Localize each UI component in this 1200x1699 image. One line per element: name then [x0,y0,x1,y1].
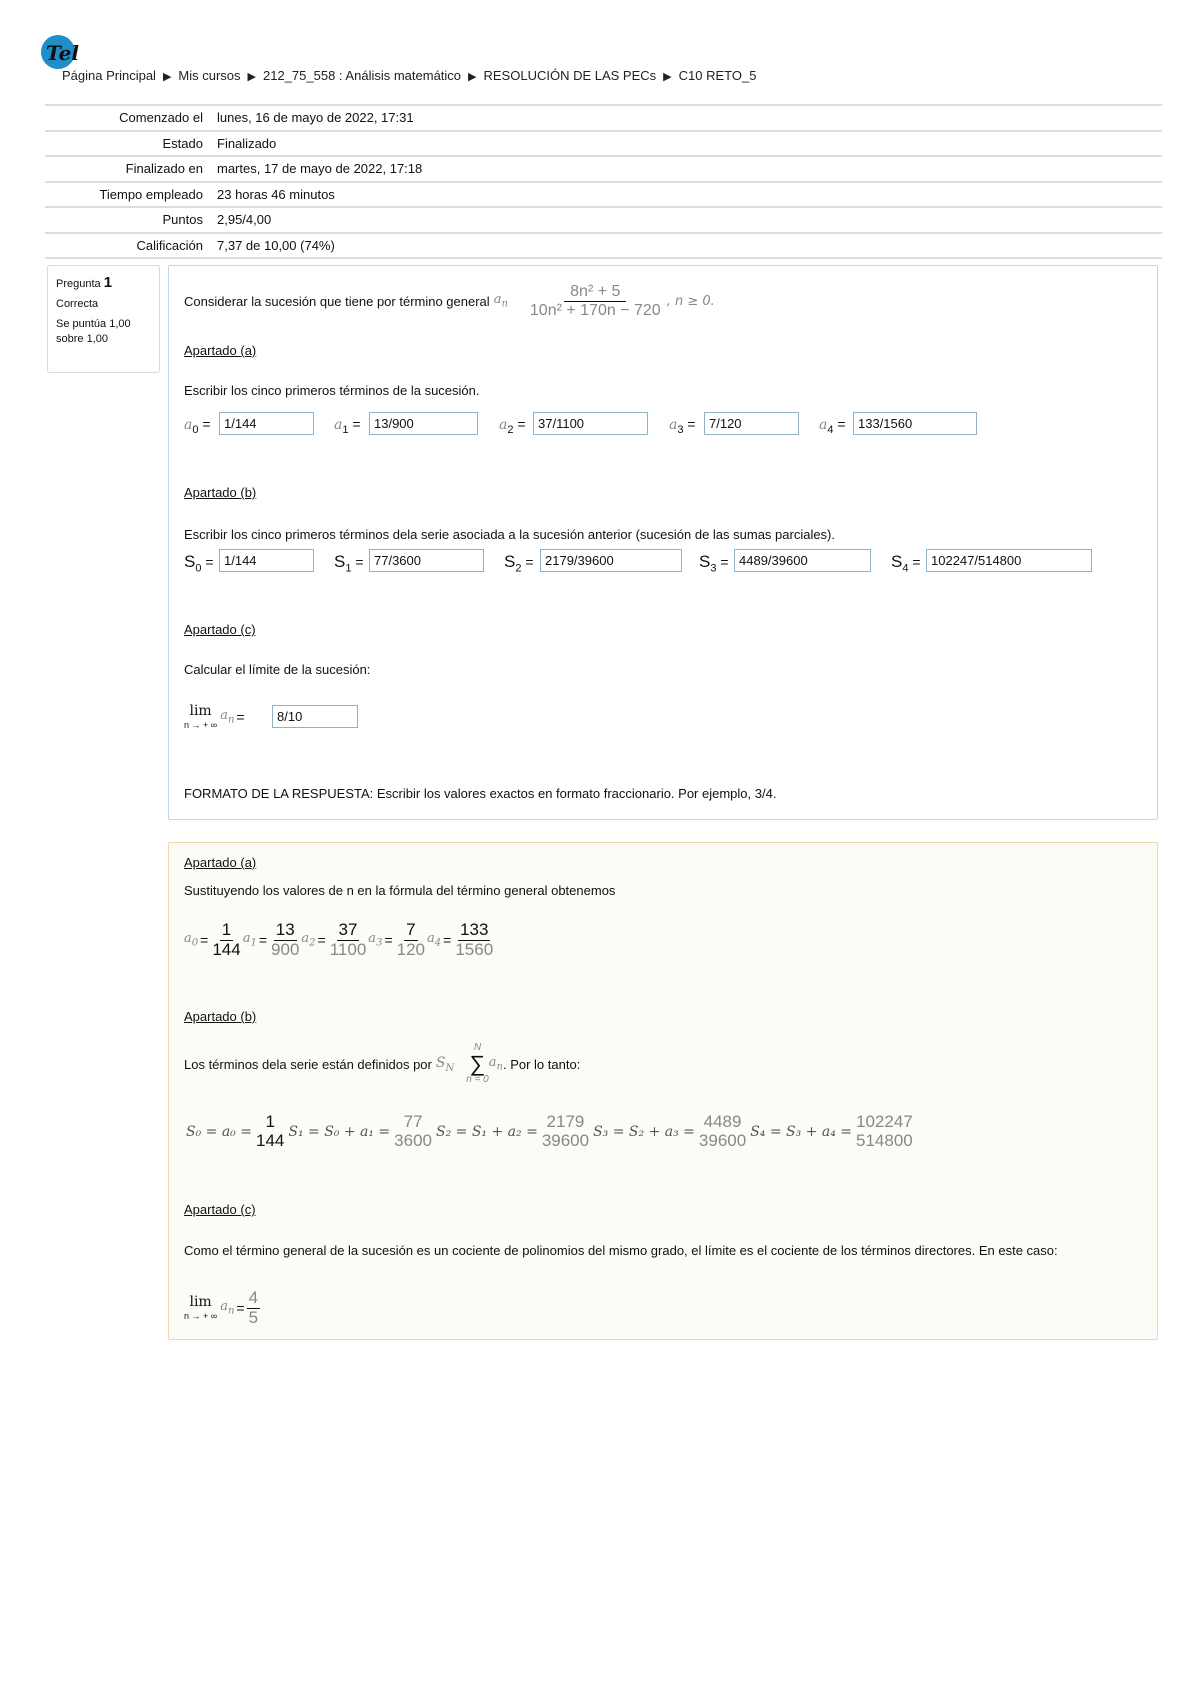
answer-input-s1[interactable] [369,549,484,572]
feedback-a-fraction: $\frac{1}{144}$ [212,920,241,959]
answer-input-s3[interactable] [734,549,871,572]
summary-value: martes, 17 de mayo de 2022, 17:18 [217,156,1162,182]
part-a-heading: Apartado (a) [184,343,257,358]
feedback-a-heading: Apartado (a) [184,855,257,870]
answer-input-s4[interactable] [926,549,1092,572]
feedback-b-text-pre: Los términos dela serie están definidos por [184,1056,432,1072]
summary-value: 7,37 de 10,00 (74%) [217,233,1162,259]
summary-value: Finalizado [217,131,1162,157]
summary-label: Estado [45,131,217,157]
question-info [47,265,160,373]
feedback-b-fraction: 77 3600 [394,1112,432,1150]
feedback-b-definition [184,1043,580,1085]
answer-label-a3: $a_3$ = [669,416,696,436]
feedback-b-terms [184,1113,915,1150]
question-intro [184,279,715,323]
breadcrumb-course-link[interactable]: 212_75_558 : Análisis matemático [263,68,462,83]
feedback-b-lhs: S₁ = S₀ + a₁ = [288,1123,391,1140]
breadcrumb-quiz-link[interactable]: C10 RETO_5 [678,68,757,83]
answer-label-s3: $S_3$ = [699,552,729,575]
summary-label: Finalizado en [45,156,217,182]
answer-label-a4: $a_4$ = [819,416,846,436]
formula-fraction [524,283,667,319]
limit-operator: lim n → + ∞ [184,703,218,730]
general-feedback [168,842,1158,1340]
answer-label-s1: $S_1$ = [334,552,364,575]
feedback-a-term-symbol: $a_0$ [184,931,199,949]
question-state: Correcta [56,298,99,310]
summary-row-started [45,105,1162,131]
answer-input-s2[interactable] [540,549,682,572]
summary-value: lunes, 16 de mayo de 2022, 17:31 [217,105,1162,131]
sum-symbol: $S_N$ [435,1054,455,1074]
equals-sign: = [236,708,245,725]
formula-condition: , n ≥ 0. [666,293,715,309]
summary-row-finished [45,156,1162,182]
breadcrumb-separator-icon: ▶ [247,71,257,83]
breadcrumb-separator-icon: ▶ [663,71,672,83]
part-b-instruction: Escribir los cinco primeros términos dela serie asociada a la sucesión anterior (sucesión de las sumas parciales). [184,527,836,542]
formula-numerator: 8n² + 5 [564,283,626,302]
feedback-a-term-symbol: $a_4$ [427,931,442,949]
sigma-icon: N ∑ n = 0 [466,1042,489,1085]
question-content [168,265,1158,820]
feedback-a-terms: $a_0$ = $\frac{1}{144}$ $a_1$ = $\frac{13}{900}$ $a_2$ = $\frac{37}{1100}$ $a_3$ = $\frac{7}{120}$ $a_4$ = $\frac{133}{1560}$ [184,920,494,959]
feedback-c-fraction: $\frac{4}{5}$ [248,1288,259,1327]
limit-operator: lim n → + ∞ [184,1294,218,1322]
feedback-b-text-post: . Por lo tanto: [502,1056,581,1072]
part-b-heading: Apartado (b) [184,485,257,500]
answer-input-limit[interactable] [272,705,358,728]
question-number [56,273,159,294]
summary-label: Puntos [45,207,217,233]
feedback-b-fraction: 4489 39600 [698,1112,747,1150]
answer-label-a1: $a_1$ = [334,416,361,436]
feedback-a-fraction: $\frac{133}{1560}$ [455,920,494,959]
feedback-a-fraction: $\frac{13}{900}$ [271,920,300,959]
feedback-b-fraction: 2179 39600 [541,1112,590,1150]
answer-input-a4[interactable] [853,412,977,435]
answer-label-s4: $S_4$ = [891,552,921,575]
formula-denominator: 10n² + 170n − 720 [529,301,661,319]
summary-label: Comenzado el [45,105,217,131]
feedback-b-heading: Apartado (b) [184,1009,257,1024]
answer-input-a3[interactable] [704,412,799,435]
limit-term: $a_n$ [220,1299,235,1317]
feedback-b-fraction: 1 144 [255,1112,285,1150]
svg-text:Tel: Tel [46,41,79,65]
breadcrumb-home-link[interactable]: Página Principal [62,68,156,83]
feedback-b-lhs: S₃ = S₂ + a₃ = [593,1123,695,1140]
answer-label-a0: $a_0$ = [184,416,211,436]
limit-term: $a_n$ [220,708,235,726]
answer-input-a1[interactable] [369,412,478,435]
summary-label: Calificación [45,233,217,259]
breadcrumb [62,68,756,83]
question-number-label: Pregunta [56,278,101,290]
feedback-a-term-symbol: $a_3$ [368,931,383,949]
summary-row-state [45,131,1162,157]
breadcrumb-courses-link[interactable]: Mis cursos [178,68,241,83]
question-number-value: 1 [103,274,113,291]
answer-label-a2: $a_2$ = [499,416,526,436]
feedback-a-fraction: $\frac{7}{120}$ [396,920,425,959]
feedback-a-term-symbol: $a_2$ [301,931,316,949]
part-c-instruction: Calcular el límite de la sucesión: [184,662,371,677]
breadcrumb-separator-icon: ▶ [162,71,172,83]
part-a-instruction: Escribir los cinco primeros términos de la sucesión. [184,383,480,398]
feedback-a-fraction: $\frac{37}{1100}$ [329,920,367,959]
summary-row-grade [45,233,1162,259]
answer-input-a0[interactable] [219,412,314,435]
question-grade-line-2: sobre 1,00 [56,333,108,345]
answer-input-s0[interactable] [219,549,314,572]
feedback-c-text: Como el término general de la sucesión es un cociente de polinomios del mismo grado, el límite es el cociente de los términos directores. En este caso: [184,1243,1058,1258]
feedback-b-fraction: 102247 514800 [856,1112,913,1150]
feedback-b-lhs: S₂ = S₁ + a₂ = [436,1123,538,1140]
format-note: FORMATO DE LA RESPUESTA: Escribir los valores exactos en formato fraccionario. Por ejemplo, 3/4. [184,786,777,801]
feedback-b-lhs: S₄ = S₃ + a₄ = [750,1123,852,1140]
breadcrumb-section-link[interactable]: RESOLUCIÓN DE LAS PECs [483,68,657,83]
answer-label-s2: $S_2$ = [504,552,534,575]
part-c-heading: Apartado (c) [184,622,256,637]
answer-input-a2[interactable] [533,412,648,435]
question-grade-line-1: Se puntúa 1,00 [56,318,131,330]
summary-row-time [45,182,1162,208]
feedback-b-lhs: S₀ = a₀ = [186,1123,252,1140]
feedback-a-text: Sustituyendo los valores de n en la fórmula del término general obtenemos [184,883,616,898]
sum-term: $a_n$ [488,1055,503,1073]
summary-row-points [45,207,1162,233]
limit-expression [184,703,247,731]
summary-label: Tiempo empleado [45,182,217,208]
feedback-c-limit: lim n → + ∞ $a_n$ = $\frac{4}{5}$ [184,1288,259,1327]
summary-value: 23 horas 46 minutos [217,182,1162,208]
feedback-c-heading: Apartado (c) [184,1202,256,1217]
summary-value: 2,95/4,00 [217,207,1162,233]
formula-var: $a_n$ [493,292,508,310]
answer-label-s0: $S_0$ = [184,552,214,575]
breadcrumb-separator-icon: ▶ [468,71,477,83]
feedback-a-term-symbol: $a_1$ [242,931,257,949]
attempt-summary-table [45,104,1162,259]
question-intro-text: Considerar la sucesión que tiene por término general [184,293,490,309]
